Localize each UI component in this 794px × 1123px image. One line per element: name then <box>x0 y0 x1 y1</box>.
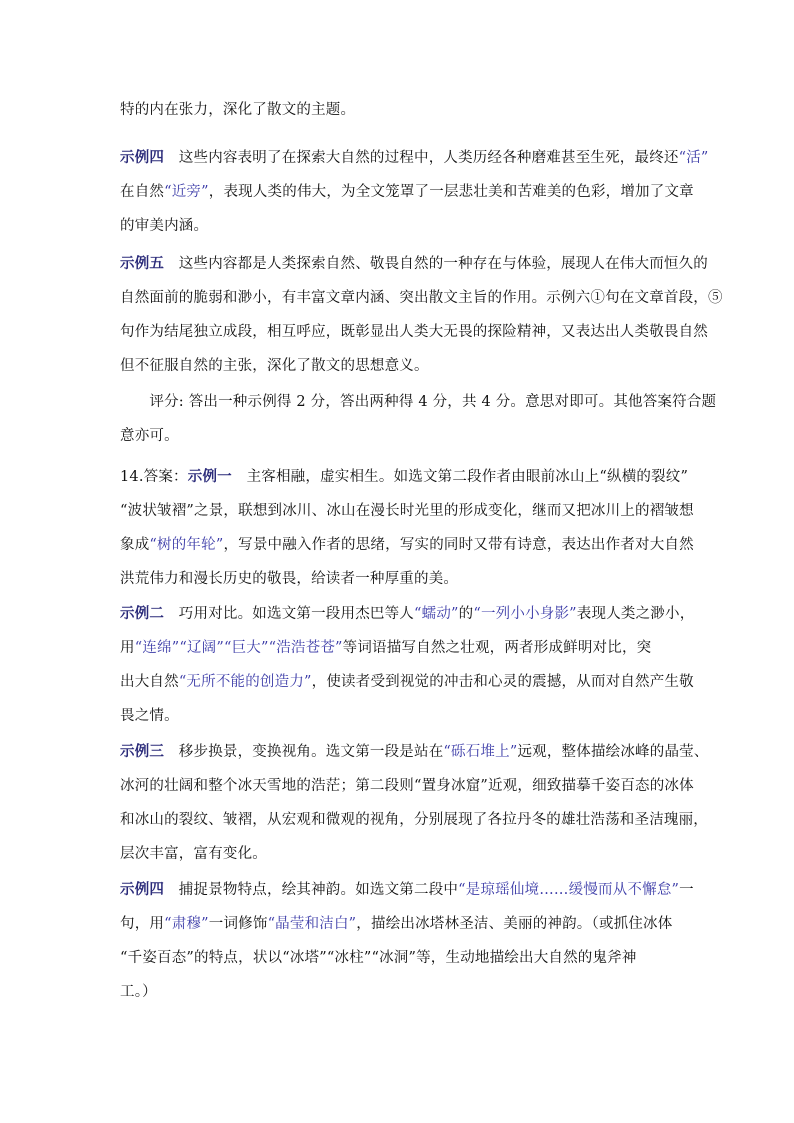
text-line <box>120 349 680 383</box>
text-run: 的 <box>458 606 474 622</box>
text-line <box>120 494 694 528</box>
paragraph-example-2 <box>120 597 695 733</box>
quoted-phrase: “辽阔” <box>179 640 224 656</box>
text-run: ，描绘出冰塔林圣洁、美丽的神韵。（或抓住冰体 <box>356 916 673 932</box>
text-run: 一词修饰 <box>208 916 268 932</box>
example-label: 示例一 <box>187 468 232 485</box>
quoted-phrase: “活” <box>678 150 709 166</box>
text-run: 的审美内涵。 <box>120 218 209 234</box>
text-line <box>120 975 680 1009</box>
text-line <box>120 699 680 733</box>
quoted-phrase: “晶莹和洁白” <box>267 916 357 932</box>
text-run: 层次丰富，富有变化。 <box>120 846 267 862</box>
text-run: “千姿百态”的特点，状以“冰塔”“冰柱”“冰洞”等，生动地描绘出大自然的鬼斧神 <box>120 950 637 966</box>
text-run: 意亦可。 <box>120 428 179 444</box>
quoted-phrase: “连绵” <box>134 640 180 656</box>
text-run: 象成 <box>120 537 150 553</box>
text-run: ，使读者受到视觉的冲击和心灵的震撼，从而对自然产生敬 <box>311 674 694 690</box>
text-run: 和冰山的裂纹、皱褶，从宏观和微观的视角，分别展现了各拉丹冬的雄壮浩荡和圣洁瑰丽， <box>120 812 708 828</box>
text-run: “波状皱褶” <box>120 503 195 519</box>
text-line <box>120 141 709 175</box>
text-line <box>120 769 694 803</box>
quoted-phrase: “一列小小身影” <box>473 606 577 622</box>
text-run: “纵横的裂纹” <box>599 469 689 485</box>
text-run: 句，用 <box>120 916 165 932</box>
quoted-phrase: “是琼瑶仙境……缓慢而从不懈怠” <box>458 882 680 898</box>
text-run: 但不征服自然的主张，深化了散文的思想意义。 <box>120 358 429 374</box>
quoted-phrase: “巨大” <box>223 640 269 656</box>
quoted-phrase: “树的年轮” <box>149 537 224 553</box>
text-run: 这些内容都是人类探索自然、敬畏自然的一种存在与体验，展现人在伟大而恒久的 <box>164 256 709 272</box>
example-label: 示例五 <box>120 255 165 272</box>
text-line <box>120 175 694 209</box>
text-run: 畏之情。 <box>120 708 179 724</box>
quoted-phrase: “浩浩苍苍” <box>268 640 343 656</box>
text-run: 句作为结尾独立成段，相互呼应，既彰显出人类大无畏的探险精神，又表达出人类敬畏自然 <box>120 324 708 340</box>
quoted-phrase: “肃穆” <box>164 916 209 932</box>
text-line <box>120 873 694 907</box>
text-run: 在自然 <box>120 184 165 200</box>
paragraph-answer-14-example-1 <box>120 460 694 596</box>
text-line <box>120 665 694 699</box>
text-run: 之景，联想到冰川、冰山在漫长时光里的形成变化，继而又把冰川上的褶皱想 <box>194 503 694 519</box>
example-label: 示例四 <box>120 881 165 898</box>
text-run: 特的内在张力，深化了散文的主题。 <box>120 102 356 118</box>
text-line <box>120 837 680 871</box>
example-label: 示例四 <box>120 149 165 166</box>
quoted-phrase: “砾石堆上” <box>443 744 518 760</box>
text-run: 巧用对比。如选文第一段用杰巴等人 <box>164 606 415 622</box>
text-run: 洪荒伟力和漫长历史的敬畏，给读者一种厚重的美。 <box>120 571 459 587</box>
text-line <box>120 419 680 453</box>
text-run: 评分: 答出一种示例得 2 分，答出两种得 4 分，共 4 分。意思对即可。其他答案符合题 <box>120 394 717 410</box>
text-run: ，表现人类的伟大，为全文笼罩了一层悲壮美和苦难美的色彩，增加了文章 <box>208 184 694 200</box>
text-line <box>120 315 708 349</box>
text-line <box>120 528 694 562</box>
text-run: 等词语描写自然之壮观，两者形成鲜明对比，突 <box>342 640 652 656</box>
text-run: 主客相融，虚实相生。如选文第二段作者由眼前冰山上 <box>231 469 600 485</box>
text-run: 捕捉景物特点，绘其神韵。如选文第二段中 <box>164 882 459 898</box>
text-line <box>120 460 689 494</box>
paragraph-example-5 <box>120 247 723 383</box>
text-run: 表现人类之渺小， <box>576 606 695 622</box>
text-line <box>120 597 695 631</box>
paragraph-intro-tail <box>120 93 680 127</box>
text-run: 这些内容表明了在探索大自然的过程中，人类历经各种磨难甚至生死，最终还 <box>164 150 679 166</box>
text-line <box>120 941 680 975</box>
paragraph-scoring <box>120 385 717 453</box>
example-label: 示例二 <box>120 605 165 622</box>
paragraph-example-4b <box>120 873 694 1009</box>
text-line <box>120 209 680 243</box>
text-run: “置身冰窟” <box>414 778 489 794</box>
quoted-phrase: “蠕动” <box>414 606 459 622</box>
text-line <box>120 385 717 419</box>
text-line <box>120 735 709 769</box>
text-run: 近观，细致描摹千姿百态的冰体 <box>488 778 694 794</box>
paragraph-example-3 <box>120 735 709 871</box>
text-run: 14.答案： <box>120 469 188 485</box>
text-line <box>120 562 680 596</box>
text-run: 移步换景，变换视角。选文第一段是站在 <box>164 744 444 760</box>
example-label: 示例三 <box>120 743 165 760</box>
text-line <box>120 631 680 665</box>
text-run: 工。） <box>120 984 157 1000</box>
text-run: 用 <box>120 640 135 656</box>
text-line <box>120 281 723 315</box>
text-run: 冰河的壮阔和整个冰天雪地的浩茫；第二段则 <box>120 778 414 794</box>
paragraph-example-4 <box>120 141 709 243</box>
text-run: 自然面前的脆弱和渺小，有丰富文章内涵、突出散文主旨的作用。示例六①句在文章首段，⑤ <box>120 290 723 306</box>
text-line <box>120 907 680 941</box>
text-run: ，写景中融入作者的思绪，写实的同时又带有诗意，表达出作者对大自然 <box>223 537 694 553</box>
text-run: 出大自然 <box>120 674 179 690</box>
text-run: 远观，整体描绘冰峰的晶莹、 <box>517 744 709 760</box>
quoted-phrase: “近旁” <box>164 184 209 200</box>
text-line <box>120 803 708 837</box>
text-line <box>120 247 709 281</box>
text-line <box>120 93 680 127</box>
quoted-phrase: “无所不能的创造力” <box>178 674 312 690</box>
text-run: 一 <box>679 882 694 898</box>
